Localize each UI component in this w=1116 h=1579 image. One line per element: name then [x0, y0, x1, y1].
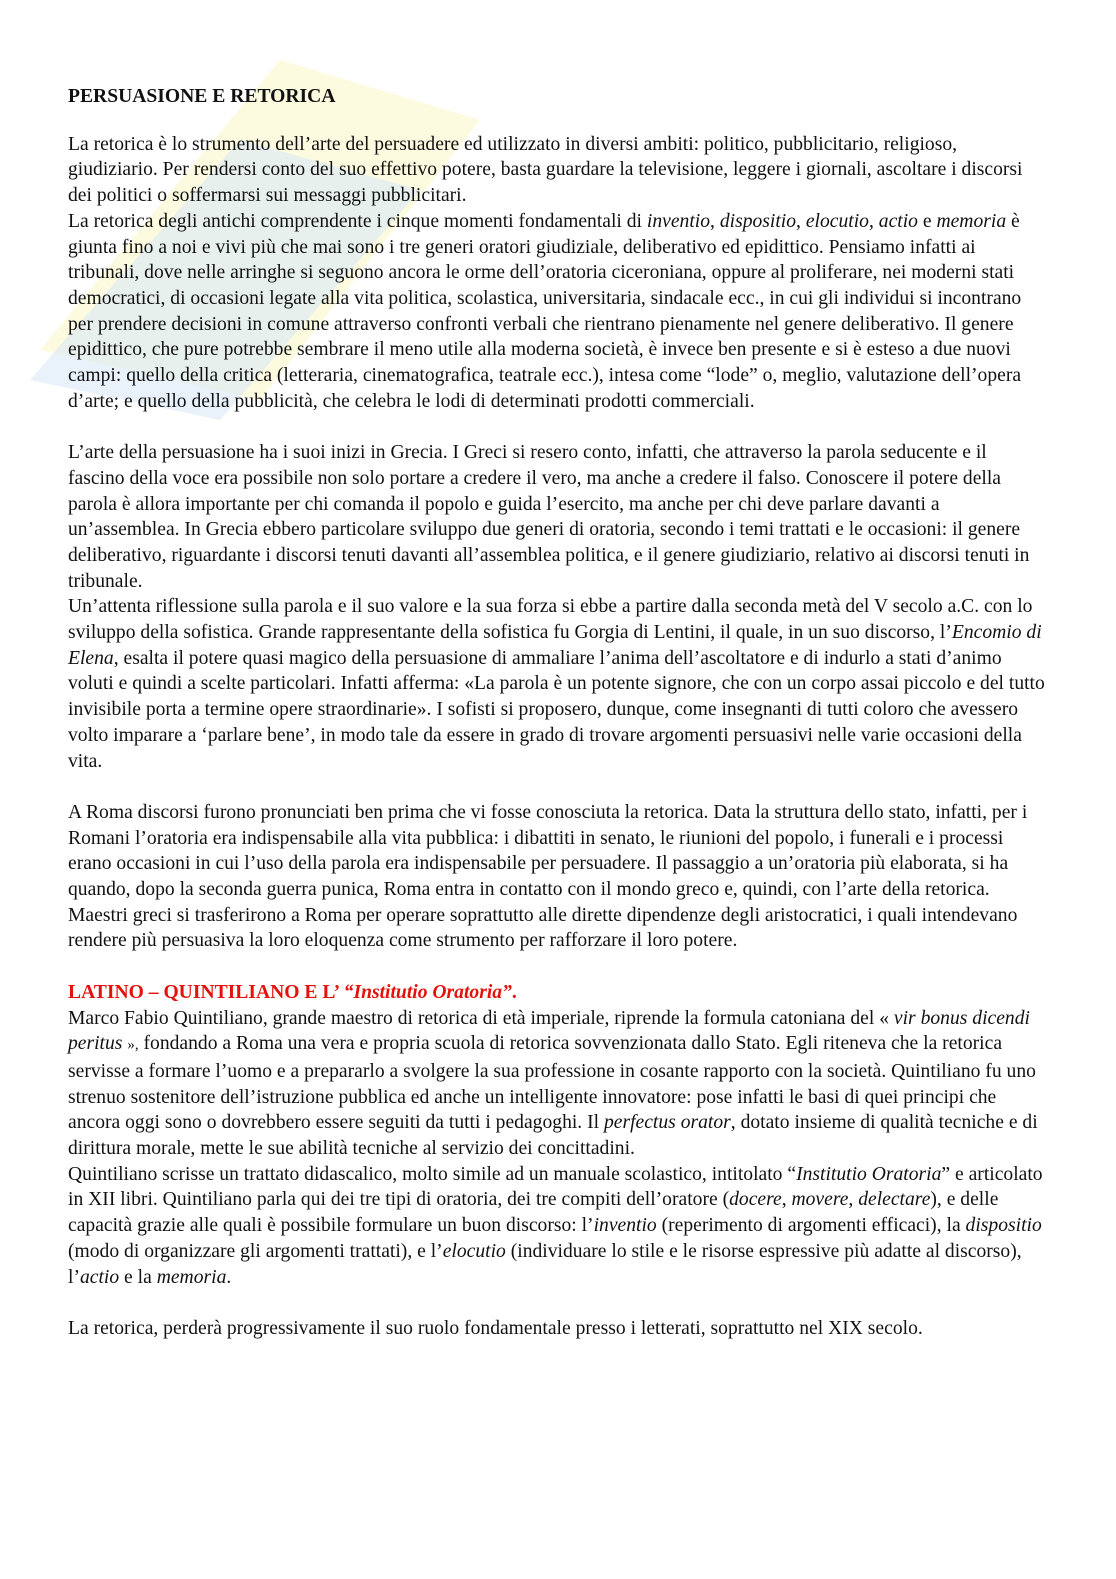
text: è giunta fino a noi e vivi più che mai sono i tre generi oratori giudiziale, deliberativo ed epidittico. Pensiamo infatti ai tribunali, dove nelle arringhe si seguono ancora le orme dell’oratoria ciceroniana, oppure al proliferare, nei moderni stati democratici, di occasioni legate alla vita politica, scolastica, universitaria, sindacale ecc., in cui gli individui si incontrano per prendere decisioni in comune attraverso confronti verbali che rientrano pienamente nel genere deliberativo. Il genere epidittico, che pure potrebbe sembrare il meno utile alla moderna società, è invece ben presente e si è esteso a due nuovi campi: quello della critica (letteraria, cinematografica, teatrale ecc.), intesa come “lode” o, meglio, valutazione dell’opera d’arte; e quello della pubblicità, che celebra le lodi di determinati prodotti commerciali.	[68, 210, 1022, 412]
paragraph-7	[68, 1162, 1048, 1291]
italic-term: dispositio	[965, 1215, 1042, 1237]
italic-title: “Institutio Oratoria”	[343, 981, 512, 1003]
text: (reperimento di argomenti efficaci), la	[656, 1215, 966, 1237]
italic-term: memoria	[156, 1266, 227, 1288]
paragraph-gap	[68, 774, 1048, 800]
text: ,	[781, 1189, 792, 1211]
text: LATINO – QUINTILIANO E L’	[68, 981, 344, 1003]
italic-term: vir bonus dicendi peritus	[68, 1007, 1030, 1055]
italic-term: docere	[729, 1189, 782, 1211]
paragraph-5	[68, 800, 1048, 954]
paragraph-8	[68, 1316, 1048, 1342]
text: ), e delle capacità grazie alle quali è possibile formulare un buon discorso: l’	[68, 1189, 999, 1237]
paragraph-gap	[68, 1290, 1048, 1316]
text: e la	[119, 1266, 157, 1288]
italic-term: perfectus orator	[603, 1112, 731, 1134]
italic-term: actio	[79, 1266, 120, 1288]
text: fondando a Roma una vera e propria scuola di retorica sovvenzionata dallo Stato. Egli riteneva che la retorica servisse a formare l’uomo e a prepararlo a svolgere la sua professione in cosante rapporto con la società. Quintiliano fu uno strenuo sostenitore dell’istruzione pubblica ed anche un intelligente innovatore: pose infatti le basi di quei principi che ancora oggi sono o dovrebbero essere seguiti da tutti i pedagoghi. Il	[68, 1033, 1036, 1134]
text: Marco Fabio Quintiliano, grande maestro di retorica di età imperiale, riprende la formula catoniana del	[68, 1007, 880, 1029]
text: (modo di organizzare gli argomenti trattati), e l’	[68, 1240, 443, 1262]
text: Quintiliano scrisse un trattato didascalico, molto simile ad un manuale scolastico, intitolato “	[68, 1163, 797, 1185]
italic-term: actio	[878, 210, 918, 232]
paragraph-gap	[68, 414, 1048, 440]
paragraph-2	[68, 209, 1048, 415]
text: ,	[796, 210, 806, 232]
document-page	[68, 84, 1048, 1342]
italic-term: movere	[791, 1189, 849, 1211]
italic-term: dispositio	[719, 210, 797, 232]
text: La retorica è lo strumento dell’arte del persuadere ed utilizzato in diversi ambiti: politico, pubblicitario, religioso, giudiziario. Per rendersi conto del suo effettivo potere, basta guardare la televisione, leggere i giornali, ascoltare i discorsi dei politici o soffermarsi sui messaggi pubblicitari.	[68, 133, 1023, 207]
paragraph-gap	[68, 954, 1048, 980]
italic-title: Encomio di Elena	[68, 622, 1042, 669]
text: ,	[868, 210, 879, 232]
italic-term: delectare	[858, 1189, 931, 1211]
text: (individuare lo stile e le risorse espressive più adatte al discorso), l’	[68, 1240, 1022, 1288]
text: , dotato insieme di qualità tecniche e di dirittura morale, mette le sue abilità tecniche al servizio dei concittadini.	[68, 1112, 1038, 1160]
paragraph-4	[68, 594, 1048, 774]
text: .	[226, 1266, 232, 1288]
quote-mark: »,	[127, 1037, 139, 1054]
text: La retorica degli antichi comprendente i cinque momenti fondamentali di	[68, 210, 647, 232]
text: A Roma discorsi furono pronunciati ben prima che vi fosse conosciuta la retorica. Data la struttura dello stato, infatti, per i Romani l’oratoria era indispensabile alla vita pubblica: i dibattiti in senato, le riunioni del popolo, i funerali e i processi erano occasioni in cui l’uso della parola era indispensabile per persuadere. Il passaggio a un’oratoria più elaborata, si ha quando, dopo la seconda guerra punica, Roma entra in contatto con il mondo greco e, quindi, con l’arte della retorica. Maestri greci si trasferirono a Roma per operare soprattutto alle dirette dipendenze degli aristocratici, i quali intendevano rendere più persuasiva la loro eloquenza come strumento per rafforzare il loro potere.	[68, 801, 1028, 952]
italic-term: memoria	[936, 210, 1007, 232]
text: ,	[848, 1189, 859, 1211]
italic-title: Institutio Oratoria	[796, 1163, 942, 1185]
text: .	[511, 981, 517, 1003]
paragraph-6	[68, 1006, 1048, 1162]
text: ” e articolato in XII libri. Quintiliano parla qui dei tre tipi di oratoria, dei tre compiti dell’oratore (	[68, 1163, 1043, 1211]
italic-term: inventio	[646, 210, 711, 232]
text: ,	[710, 210, 720, 232]
text: L’arte della persuasione ha i suoi inizi in Grecia. I Greci si resero conto, infatti, che attraverso la parola seducente e il fascino della voce era possibile non solo portare a credere il vero, ma anche a credere il falso. Conoscere il potere della parola è allora importante per chi comanda il popolo e guida l’esercito, ma anche per chi deve parlare davanti a un’assemblea. In Grecia ebbero particolare sviluppo due generi di oratoria, secondo i temi trattati e le occasioni: il genere deliberativo, riguardante i discorsi tenuti davanti all’assemblea politica, e il genere giudiziario, relativo ai discorsi tenuti in tribunale.	[68, 442, 1030, 592]
italic-term: elocutio	[442, 1240, 506, 1262]
italic-term: elocutio	[805, 210, 869, 232]
text: e	[917, 210, 937, 232]
paragraph-1	[68, 132, 1048, 209]
text: , esalta il potere quasi magico della persuasione di ammaliare l’anima dell’ascoltatore e di indurlo a stati d’animo voluti e quindi a scelte particolari. Infatti afferma: «La parola è un potente signore, che con un corpo assai piccolo e del tutto invisibile porta a termine opere straordinarie». I sofisti si proposero, dunque, come insegnanti di tutti coloro che avessero volto imparare a ‘parlare bene’, in modo tale da essere in grado di trovare argomenti persuasivi nelle varie occasioni della vita.	[68, 647, 1045, 772]
text: La retorica, perderà progressivamente il suo ruolo fondamentale presso i letterati, soprattutto nel XIX secolo.	[68, 1317, 923, 1339]
page-title: PERSUASIONE E RETORICA	[68, 86, 336, 107]
quote-mark: «	[879, 1007, 889, 1029]
paragraph-3	[68, 440, 1048, 594]
section-heading-quintiliano	[68, 980, 1048, 1006]
italic-term: inventio	[593, 1215, 657, 1237]
text: Un’attenta riflessione sulla parola e il suo valore e la sua forza si ebbe a partire dalla seconda metà del V secolo a.C. con lo sviluppo della sofistica. Grande rappresentante della sofistica fu Gorgia di Lentini, il quale, in un suo discorso, l’	[68, 596, 1033, 644]
